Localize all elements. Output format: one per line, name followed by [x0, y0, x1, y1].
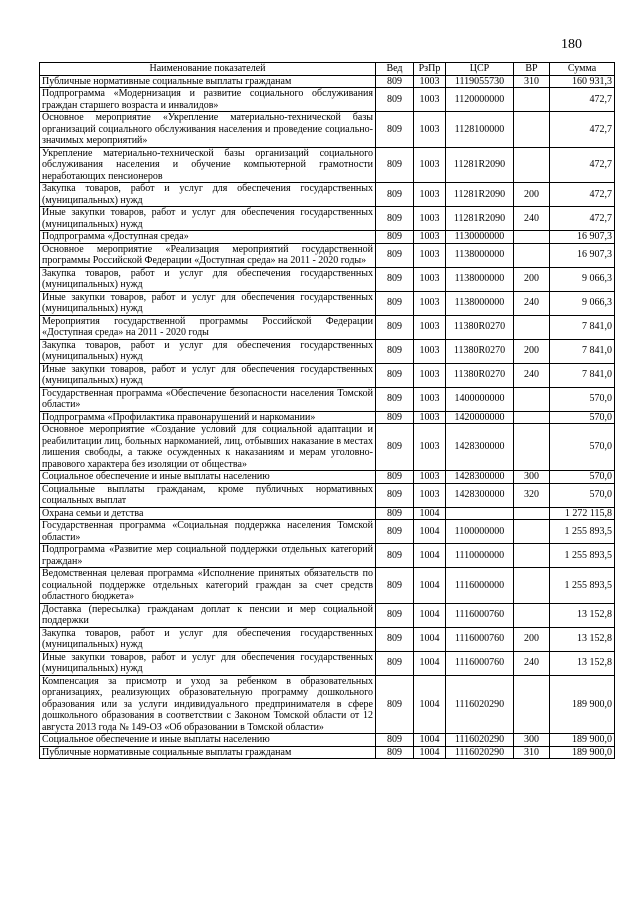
- cell-vr: [514, 507, 550, 520]
- cell-ved: 809: [376, 183, 414, 207]
- cell-name: Публичные нормативные социальные выплаты гражданам: [40, 746, 376, 759]
- cell-rzpr: 1004: [414, 507, 446, 520]
- cell-csr: 1428300000: [446, 424, 514, 471]
- cell-vr: 320: [514, 483, 550, 507]
- table-row: [40, 483, 615, 507]
- table-row: [40, 339, 615, 363]
- cell-sum: 472,7: [550, 147, 615, 183]
- cell-sum: 13 152,8: [550, 603, 615, 627]
- cell-csr: 1116020290: [446, 675, 514, 734]
- cell-ved: 809: [376, 568, 414, 604]
- cell-name: Иные закупки товаров, работ и услуг для обеспечения государственных (муниципальных) нужд: [40, 207, 376, 231]
- cell-ved: 809: [376, 315, 414, 339]
- cell-rzpr: 1003: [414, 75, 446, 88]
- cell-vr: [514, 675, 550, 734]
- table-row: [40, 746, 615, 759]
- cell-vr: 300: [514, 471, 550, 484]
- table-row: [40, 387, 615, 411]
- cell-sum: 189 900,0: [550, 746, 615, 759]
- cell-csr: 1116020290: [446, 734, 514, 747]
- cell-rzpr: 1004: [414, 734, 446, 747]
- cell-csr: 1110000000: [446, 544, 514, 568]
- table-row: [40, 147, 615, 183]
- cell-sum: 13 152,8: [550, 627, 615, 651]
- cell-sum: 13 152,8: [550, 651, 615, 675]
- cell-csr: 1400000000: [446, 387, 514, 411]
- cell-vr: 200: [514, 183, 550, 207]
- cell-sum: 570,0: [550, 387, 615, 411]
- cell-csr: 1428300000: [446, 471, 514, 484]
- table-row: [40, 231, 615, 244]
- cell-csr: 1428300000: [446, 483, 514, 507]
- cell-ved: 809: [376, 112, 414, 148]
- cell-ved: 809: [376, 147, 414, 183]
- table-row: [40, 603, 615, 627]
- cell-vr: [514, 568, 550, 604]
- cell-csr: 1119055730: [446, 75, 514, 88]
- cell-sum: 189 900,0: [550, 734, 615, 747]
- cell-ved: 809: [376, 627, 414, 651]
- table-row: [40, 183, 615, 207]
- cell-sum: 9 066,3: [550, 291, 615, 315]
- cell-rzpr: 1003: [414, 339, 446, 363]
- table-row: [40, 424, 615, 471]
- cell-csr: 11380R0270: [446, 363, 514, 387]
- cell-rzpr: 1003: [414, 424, 446, 471]
- cell-rzpr: 1004: [414, 746, 446, 759]
- cell-csr: 1116000000: [446, 568, 514, 604]
- cell-ved: 809: [376, 651, 414, 675]
- cell-name: Охрана семьи и детства: [40, 507, 376, 520]
- cell-ved: 809: [376, 291, 414, 315]
- cell-vr: [514, 231, 550, 244]
- cell-ved: 809: [376, 603, 414, 627]
- cell-vr: 300: [514, 734, 550, 747]
- cell-sum: 570,0: [550, 483, 615, 507]
- cell-ved: 809: [376, 243, 414, 267]
- cell-ved: 809: [376, 424, 414, 471]
- cell-rzpr: 1003: [414, 147, 446, 183]
- budget-table: [39, 62, 615, 759]
- cell-ved: 809: [376, 520, 414, 544]
- cell-sum: 1 255 893,5: [550, 520, 615, 544]
- cell-ved: 809: [376, 75, 414, 88]
- cell-vr: [514, 603, 550, 627]
- cell-name: Подпрограмма «Доступная среда»: [40, 231, 376, 244]
- table-row: [40, 291, 615, 315]
- cell-rzpr: 1003: [414, 387, 446, 411]
- cell-csr: 11281R2090: [446, 207, 514, 231]
- cell-csr: [446, 507, 514, 520]
- cell-rzpr: 1003: [414, 267, 446, 291]
- cell-csr: 1128100000: [446, 112, 514, 148]
- table-row: [40, 363, 615, 387]
- table-row: [40, 568, 615, 604]
- cell-sum: 7 841,0: [550, 339, 615, 363]
- cell-ved: 809: [376, 734, 414, 747]
- cell-name: Доставка (пересылка) гражданам доплат к пенсии и мер социальной поддержки: [40, 603, 376, 627]
- cell-vr: [514, 411, 550, 424]
- header-vr: ВР: [514, 63, 550, 76]
- cell-csr: 11281R2090: [446, 147, 514, 183]
- cell-sum: 472,7: [550, 88, 615, 112]
- table-row: [40, 315, 615, 339]
- header-name: Наименование показателей: [40, 63, 376, 76]
- table-row: [40, 651, 615, 675]
- cell-sum: 472,7: [550, 183, 615, 207]
- cell-csr: 1138000000: [446, 291, 514, 315]
- cell-name: Ведомственная целевая программа «Исполнение принятых обязательств по социальной поддержке отдельных категорий граждан за счет средств областного бюджета»: [40, 568, 376, 604]
- cell-ved: 809: [376, 675, 414, 734]
- cell-sum: 1 255 893,5: [550, 544, 615, 568]
- cell-ved: 809: [376, 339, 414, 363]
- cell-vr: [514, 243, 550, 267]
- cell-name: Основное мероприятие «Создание условий для социальной адаптации и реабилитации лиц, больных наркоманией, лиц, отбывших наказание в местах лишения свободы, а также осужденных к наказаниям и мерам уголовно-правового характера без изоляции от общества»: [40, 424, 376, 471]
- header-ved: Вед: [376, 63, 414, 76]
- cell-sum: 16 907,3: [550, 243, 615, 267]
- cell-sum: 570,0: [550, 471, 615, 484]
- cell-sum: 9 066,3: [550, 267, 615, 291]
- table-body: [40, 75, 615, 759]
- cell-sum: 7 841,0: [550, 315, 615, 339]
- cell-rzpr: 1003: [414, 112, 446, 148]
- cell-rzpr: 1004: [414, 568, 446, 604]
- table-row: [40, 207, 615, 231]
- cell-rzpr: 1003: [414, 243, 446, 267]
- cell-name: Социальные выплаты гражданам, кроме публичных нормативных социальных выплат: [40, 483, 376, 507]
- cell-ved: 809: [376, 267, 414, 291]
- cell-ved: 809: [376, 471, 414, 484]
- cell-sum: 160 931,3: [550, 75, 615, 88]
- cell-name: Иные закупки товаров, работ и услуг для обеспечения государственных (муниципальных) нужд: [40, 363, 376, 387]
- cell-name: Закупка товаров, работ и услуг для обеспечения государственных (муниципальных) нужд: [40, 339, 376, 363]
- cell-name: Основное мероприятие «Укрепление материально-технической базы организаций социального обслуживания населения и проведение социально-значимых мероприятий»: [40, 112, 376, 148]
- cell-csr: 1116020290: [446, 746, 514, 759]
- cell-rzpr: 1004: [414, 627, 446, 651]
- table-row: [40, 411, 615, 424]
- table-row: [40, 88, 615, 112]
- cell-vr: [514, 112, 550, 148]
- cell-csr: 1130000000: [446, 231, 514, 244]
- cell-name: Укрепление материально-технической базы организаций социального обслуживания населения и обучение компьютерной грамотности неработающих пенсионеров: [40, 147, 376, 183]
- cell-sum: 472,7: [550, 207, 615, 231]
- cell-csr: 11281R2090: [446, 183, 514, 207]
- cell-csr: 1116000760: [446, 651, 514, 675]
- cell-rzpr: 1003: [414, 291, 446, 315]
- cell-vr: 310: [514, 746, 550, 759]
- cell-rzpr: 1003: [414, 483, 446, 507]
- cell-ved: 809: [376, 207, 414, 231]
- cell-rzpr: 1003: [414, 411, 446, 424]
- cell-vr: 240: [514, 363, 550, 387]
- table-row: [40, 544, 615, 568]
- cell-sum: 189 900,0: [550, 675, 615, 734]
- cell-name: Социальное обеспечение и иные выплаты населению: [40, 734, 376, 747]
- cell-vr: 310: [514, 75, 550, 88]
- cell-rzpr: 1004: [414, 603, 446, 627]
- table-row: [40, 112, 615, 148]
- cell-ved: 809: [376, 746, 414, 759]
- cell-vr: [514, 520, 550, 544]
- cell-vr: 200: [514, 627, 550, 651]
- table-header-row: [40, 63, 615, 76]
- cell-csr: 1116000760: [446, 603, 514, 627]
- cell-csr: 1100000000: [446, 520, 514, 544]
- cell-sum: 1 255 893,5: [550, 568, 615, 604]
- cell-name: Подпрограмма «Модернизация и развитие социального обслуживания граждан старшего возраста и инвалидов»: [40, 88, 376, 112]
- table-row: [40, 520, 615, 544]
- cell-ved: 809: [376, 411, 414, 424]
- table-row: [40, 75, 615, 88]
- cell-ved: 809: [376, 483, 414, 507]
- cell-rzpr: 1003: [414, 315, 446, 339]
- cell-name: Основное мероприятие «Реализация мероприятий государственной программы Российской Федерации «Доступная среда» на 2011 - 2020 годы»: [40, 243, 376, 267]
- cell-sum: 16 907,3: [550, 231, 615, 244]
- cell-ved: 809: [376, 544, 414, 568]
- cell-rzpr: 1004: [414, 675, 446, 734]
- cell-name: Социальное обеспечение и иные выплаты населению: [40, 471, 376, 484]
- cell-ved: 809: [376, 387, 414, 411]
- cell-name: Мероприятия государственной программы Российской Федерации «Доступная среда» на 2011 - 2020 годы: [40, 315, 376, 339]
- table-row: [40, 734, 615, 747]
- cell-name: Подпрограмма «Развитие мер социальной поддержки отдельных категорий граждан»: [40, 544, 376, 568]
- cell-vr: [514, 147, 550, 183]
- cell-vr: 240: [514, 207, 550, 231]
- cell-csr: 11380R0270: [446, 315, 514, 339]
- cell-name: Публичные нормативные социальные выплаты гражданам: [40, 75, 376, 88]
- cell-rzpr: 1003: [414, 207, 446, 231]
- cell-name: Государственная программа «Обеспечение безопасности населения Томской области»: [40, 387, 376, 411]
- cell-name: Закупка товаров, работ и услуг для обеспечения государственных (муниципальных) нужд: [40, 267, 376, 291]
- cell-vr: [514, 387, 550, 411]
- cell-vr: [514, 315, 550, 339]
- cell-name: Иные закупки товаров, работ и услуг для обеспечения государственных (муниципальных) нужд: [40, 291, 376, 315]
- cell-vr: 200: [514, 267, 550, 291]
- cell-csr: 1138000000: [446, 243, 514, 267]
- cell-rzpr: 1003: [414, 363, 446, 387]
- cell-ved: 809: [376, 88, 414, 112]
- table-row: [40, 507, 615, 520]
- cell-rzpr: 1003: [414, 88, 446, 112]
- cell-sum: 1 272 115,8: [550, 507, 615, 520]
- cell-sum: 7 841,0: [550, 363, 615, 387]
- cell-rzpr: 1004: [414, 520, 446, 544]
- cell-vr: [514, 88, 550, 112]
- cell-csr: 1420000000: [446, 411, 514, 424]
- cell-rzpr: 1004: [414, 651, 446, 675]
- table-row: [40, 471, 615, 484]
- header-sum: Сумма: [550, 63, 615, 76]
- cell-sum: 570,0: [550, 424, 615, 471]
- cell-vr: 240: [514, 651, 550, 675]
- cell-name: Закупка товаров, работ и услуг для обеспечения государственных (муниципальных) нужд: [40, 183, 376, 207]
- cell-vr: [514, 544, 550, 568]
- cell-rzpr: 1003: [414, 231, 446, 244]
- cell-csr: 1120000000: [446, 88, 514, 112]
- cell-name: Закупка товаров, работ и услуг для обеспечения государственных (муниципальных) нужд: [40, 627, 376, 651]
- page-number: 180: [561, 37, 582, 52]
- header-rzpr: РзПр: [414, 63, 446, 76]
- table-row: [40, 243, 615, 267]
- cell-name: Государственная программа «Социальная поддержка населения Томской области»: [40, 520, 376, 544]
- cell-rzpr: 1004: [414, 544, 446, 568]
- cell-vr: 240: [514, 291, 550, 315]
- cell-sum: 570,0: [550, 411, 615, 424]
- table-row: [40, 627, 615, 651]
- cell-csr: 11380R0270: [446, 339, 514, 363]
- header-csr: ЦСР: [446, 63, 514, 76]
- cell-name: Подпрограмма «Профилактика правонарушений и наркомании»: [40, 411, 376, 424]
- cell-vr: 200: [514, 339, 550, 363]
- cell-name: Иные закупки товаров, работ и услуг для обеспечения государственных (муниципальных) нужд: [40, 651, 376, 675]
- table-row: [40, 267, 615, 291]
- cell-ved: 809: [376, 507, 414, 520]
- cell-rzpr: 1003: [414, 183, 446, 207]
- cell-name: Компенсация за присмотр и уход за ребенком в образовательных организациях, реализующих образовательную программу дошкольного образования или за услуги индивидуального предпринимателя в сфере дошкольного образования в соответствии с Законом Томской области от 12 августа 2013 года № 149-ОЗ «Об образовании в Томской области»: [40, 675, 376, 734]
- cell-ved: 809: [376, 363, 414, 387]
- cell-ved: 809: [376, 231, 414, 244]
- cell-csr: 1138000000: [446, 267, 514, 291]
- cell-vr: [514, 424, 550, 471]
- cell-rzpr: 1003: [414, 471, 446, 484]
- cell-sum: 472,7: [550, 112, 615, 148]
- table-row: [40, 675, 615, 734]
- cell-csr: 1116000760: [446, 627, 514, 651]
